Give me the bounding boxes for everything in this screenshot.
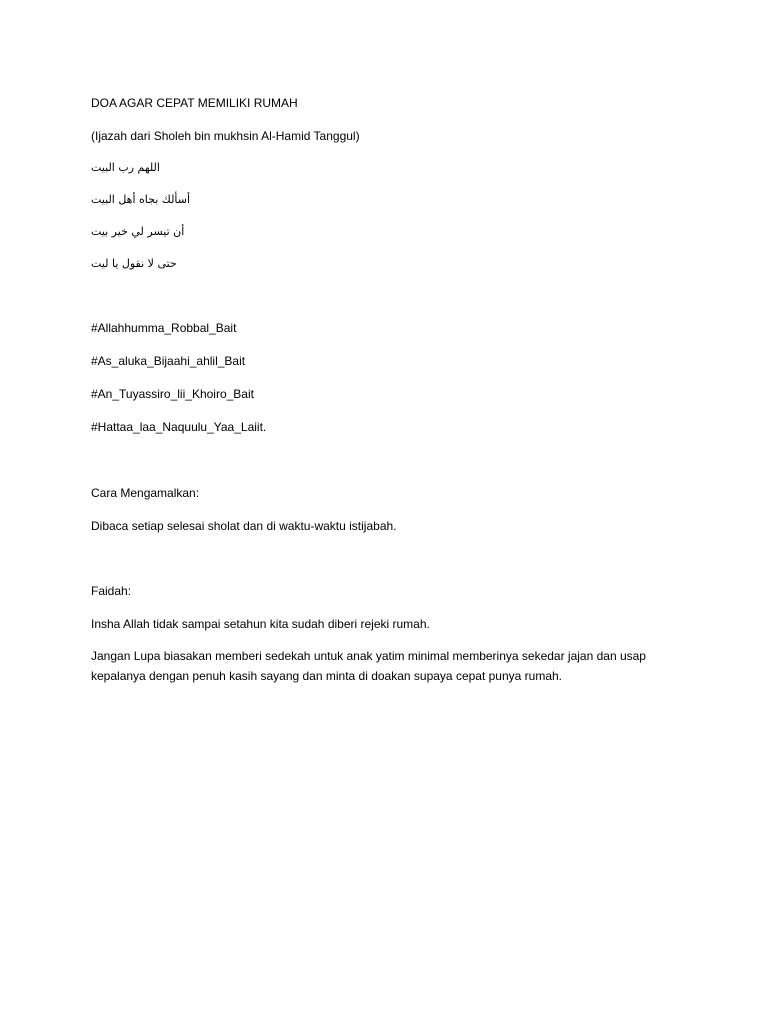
cara-heading: Cara Mengamalkan: [91,486,200,500]
arabic-line-4: حتى لا نقول يا ليت [91,257,177,270]
document-source: (Ijazah dari Sholeh bin mukhsin Al-Hamid Tanggul) [91,129,360,143]
hashtag-line-4: #Hattaa_laa_Naquulu_Yaa_Laiit. [91,420,267,434]
arabic-line-3: أن تيسر لي خير بيت [91,225,185,238]
arabic-line-2: أسألك بجاه أهل البيت [91,193,191,206]
arabic-line-1: اللهم رب البيت [91,161,160,174]
hashtag-line-2: #As_aluka_Bijaahi_ahlil_Bait [91,354,246,368]
cara-text: Dibaca setiap selesai sholat dan di waktu-waktu istijabah. [91,519,397,533]
faidah-text: Insha Allah tidak sampai setahun kita sudah diberi rejeki rumah. [91,617,430,631]
document-title: DOA AGAR CEPAT MEMILIKI RUMAH [91,96,298,110]
faidah-heading: Faidah: [91,584,132,598]
closing-paragraph: Jangan Lupa biasakan memberi sedekah untuk anak yatim minimal memberinya sekedar jajan dan usap kepalanya dengan penuh kasih sayang dan minta di doakan supaya cepat punya rumah. [91,649,646,683]
hashtag-line-3: #An_Tuyassiro_lii_Khoiro_Bait [91,387,254,401]
hashtag-line-1: #Allahhumma_Robbal_Bait [91,321,237,335]
